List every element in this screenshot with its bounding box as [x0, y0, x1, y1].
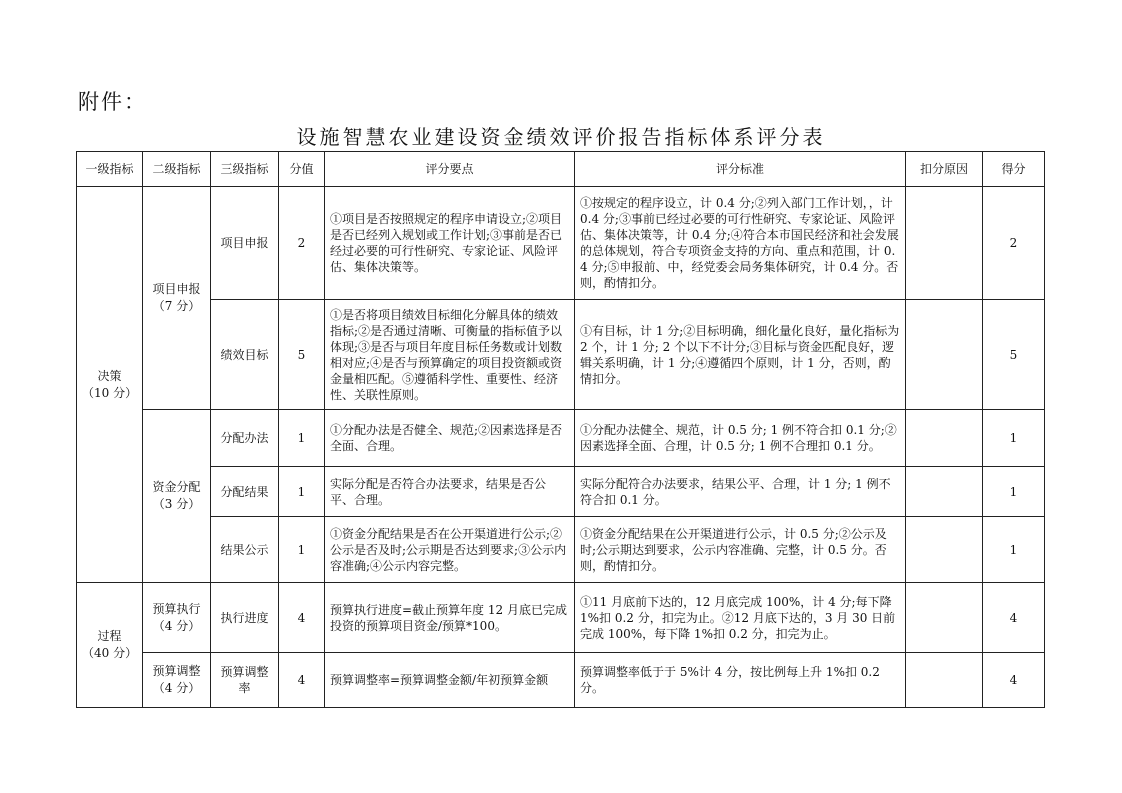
- deduction-cell: [906, 583, 983, 653]
- document-title: 设施智慧农业建设资金绩效评价报告指标体系评分表: [296, 125, 826, 149]
- standard-cell: ①资金分配结果在公开渠道进行公示，计 0.5 分;②公示及时;公示期达到要求，公示内容准确、完整，计 0.5 分。否则，酌情扣分。: [575, 517, 906, 583]
- key-points-cell: ①项目是否按照规定的程序申请设立;②项目是否已经列入规划或工作计划;③事前是否已经过必要的可行性研究、专家论证、风险评估、集体决策等。: [325, 187, 575, 300]
- score-value-cell: 5: [279, 300, 325, 410]
- score-cell: 2: [983, 187, 1045, 300]
- level2-name: 预算调整: [152, 664, 201, 678]
- score-cell: 4: [983, 583, 1045, 653]
- score-cell: 1: [983, 467, 1045, 517]
- level2-points: （3 分）: [152, 497, 201, 511]
- column-header: 一级指标: [77, 152, 143, 187]
- column-header: 二级指标: [143, 152, 211, 187]
- level1-cell: [77, 583, 143, 708]
- level2-cell: [143, 187, 211, 410]
- indicator-cell: 结果公示: [211, 517, 279, 583]
- standard-cell: ①按规定的程序设立，计 0.4 分;②列入部门工作计划，，计 0.4 分;③事前已经过必要的可行性研究、专家论证、风险评估、集体决策等，计 0.4 分;④符合本市国民经济和社会发展的总体规划，符合专项资金支持的方向、重点和范围，计 0.4 分;⑤申报前、中，经党委会局务集体研究，计 0.4 分。否则，酌情扣分。: [575, 187, 906, 300]
- level1-name: 过程: [97, 629, 122, 643]
- column-header: 分值: [279, 152, 325, 187]
- column-header: 三级指标: [211, 152, 279, 187]
- level1-points: （40 分）: [82, 646, 138, 660]
- score-value-cell: 4: [279, 653, 325, 708]
- level1-name: 决策: [97, 368, 122, 383]
- column-header: 得分: [983, 152, 1045, 187]
- deduction-cell: [906, 187, 983, 300]
- score-value-cell: 1: [279, 517, 325, 583]
- key-points-cell: ①资金分配结果是否在公开渠道进行公示;②公示是否及时;公示期是否达到要求;③公示内容准确;④公示内容完整。: [325, 517, 575, 583]
- column-header: 评分要点: [325, 152, 575, 187]
- level2-name: 项目申报: [152, 282, 201, 296]
- score-cell: 5: [983, 300, 1045, 410]
- table-row: [77, 517, 1045, 583]
- attachment-label: 附件：: [78, 90, 147, 114]
- score-cell: 1: [983, 517, 1045, 583]
- standard-cell: 预算调整率低于于 5%计 4 分，按比例每上升 1%扣 0.2 分。: [575, 653, 906, 708]
- level2-cell: [143, 583, 211, 653]
- level1-points: （10 分）: [82, 385, 138, 400]
- column-header: 评分标准: [575, 152, 906, 187]
- indicator-cell: 执行进度: [211, 583, 279, 653]
- standard-cell: ①11 月底前下达的，12 月底完成 100%，计 4 分;每下降 1%扣 0.2 分，扣完为止。②12 月底下达的，3 月 30 日前完成 100%，每下降 1%扣 0.2 分，扣完为止。: [575, 583, 906, 653]
- score-value-cell: 1: [279, 410, 325, 467]
- deduction-cell: [906, 467, 983, 517]
- indicator-cell: 项目申报: [211, 187, 279, 300]
- level1-cell: [77, 187, 143, 583]
- standard-cell: ①分配办法健全、规范，计 0.5 分; 1 例不符合扣 0.1 分;②因素选择全面、合理，计 0.5 分; 1 例不合理扣 0.1 分。: [575, 410, 906, 467]
- level2-name: 预算执行: [152, 601, 201, 616]
- table-row: [77, 583, 1045, 653]
- column-header: 扣分原因: [906, 152, 983, 187]
- score-cell: 1: [983, 410, 1045, 467]
- deduction-cell: [906, 517, 983, 583]
- level2-name: 资金分配: [152, 480, 201, 494]
- table-row: [77, 653, 1045, 708]
- level2-points: （7 分）: [152, 299, 201, 313]
- indicator-cell: 分配办法: [211, 410, 279, 467]
- table-row: [77, 410, 1045, 467]
- deduction-cell: [906, 300, 983, 410]
- table-header-row: [77, 152, 1045, 187]
- indicator-cell: 预算调整率: [211, 653, 279, 708]
- key-points-cell: 实际分配是否符合办法要求，结果是否公平、合理。: [325, 467, 575, 517]
- table-row: [77, 300, 1045, 410]
- indicator-cell: 绩效目标: [211, 300, 279, 410]
- key-points-cell: 预算调整率=预算调整金额/年初预算金额: [325, 653, 575, 708]
- score-value-cell: 1: [279, 467, 325, 517]
- score-value-cell: 2: [279, 187, 325, 300]
- key-points-cell: ①是否将项目绩效目标细化分解具体的绩效指标;②是否通过清晰、可衡量的指标值予以体现;③是否与项目年度目标任务数或计划数相对应;④是否与预算确定的项目投资额或资金量相匹配。⑤遵循科学性、重要性、经济性、关联性原则。: [325, 300, 575, 410]
- key-points-cell: ①分配办法是否健全、规范;②因素选择是否全面、合理。: [325, 410, 575, 467]
- standard-cell: 实际分配符合办法要求，结果公平、合理，计 1 分; 1 例不符合扣 0.1 分。: [575, 467, 906, 517]
- level2-cell: [143, 410, 211, 583]
- key-points-cell: 预算执行进度=截止预算年度 12 月底已完成投资的预算项目资金/预算*100。: [325, 583, 575, 653]
- level2-points: （4 分）: [152, 681, 201, 695]
- level2-points: （4 分）: [152, 618, 201, 633]
- indicator-cell: 分配结果: [211, 467, 279, 517]
- table-row: [77, 467, 1045, 517]
- score-cell: 4: [983, 653, 1045, 708]
- deduction-cell: [906, 410, 983, 467]
- standard-cell: ①有目标，计 1 分;②目标明确，细化量化良好，量化指标为 2 个，计 1 分; 2 个以下不计分;③目标与资金匹配良好，逻辑关系明确，计 1 分;④遵循四个原则，计 1 分，否则，酌情扣分。: [575, 300, 906, 410]
- level2-cell: [143, 653, 211, 708]
- table-row: [77, 187, 1045, 300]
- evaluation-table: [76, 151, 1045, 708]
- deduction-cell: [906, 653, 983, 708]
- score-value-cell: 4: [279, 583, 325, 653]
